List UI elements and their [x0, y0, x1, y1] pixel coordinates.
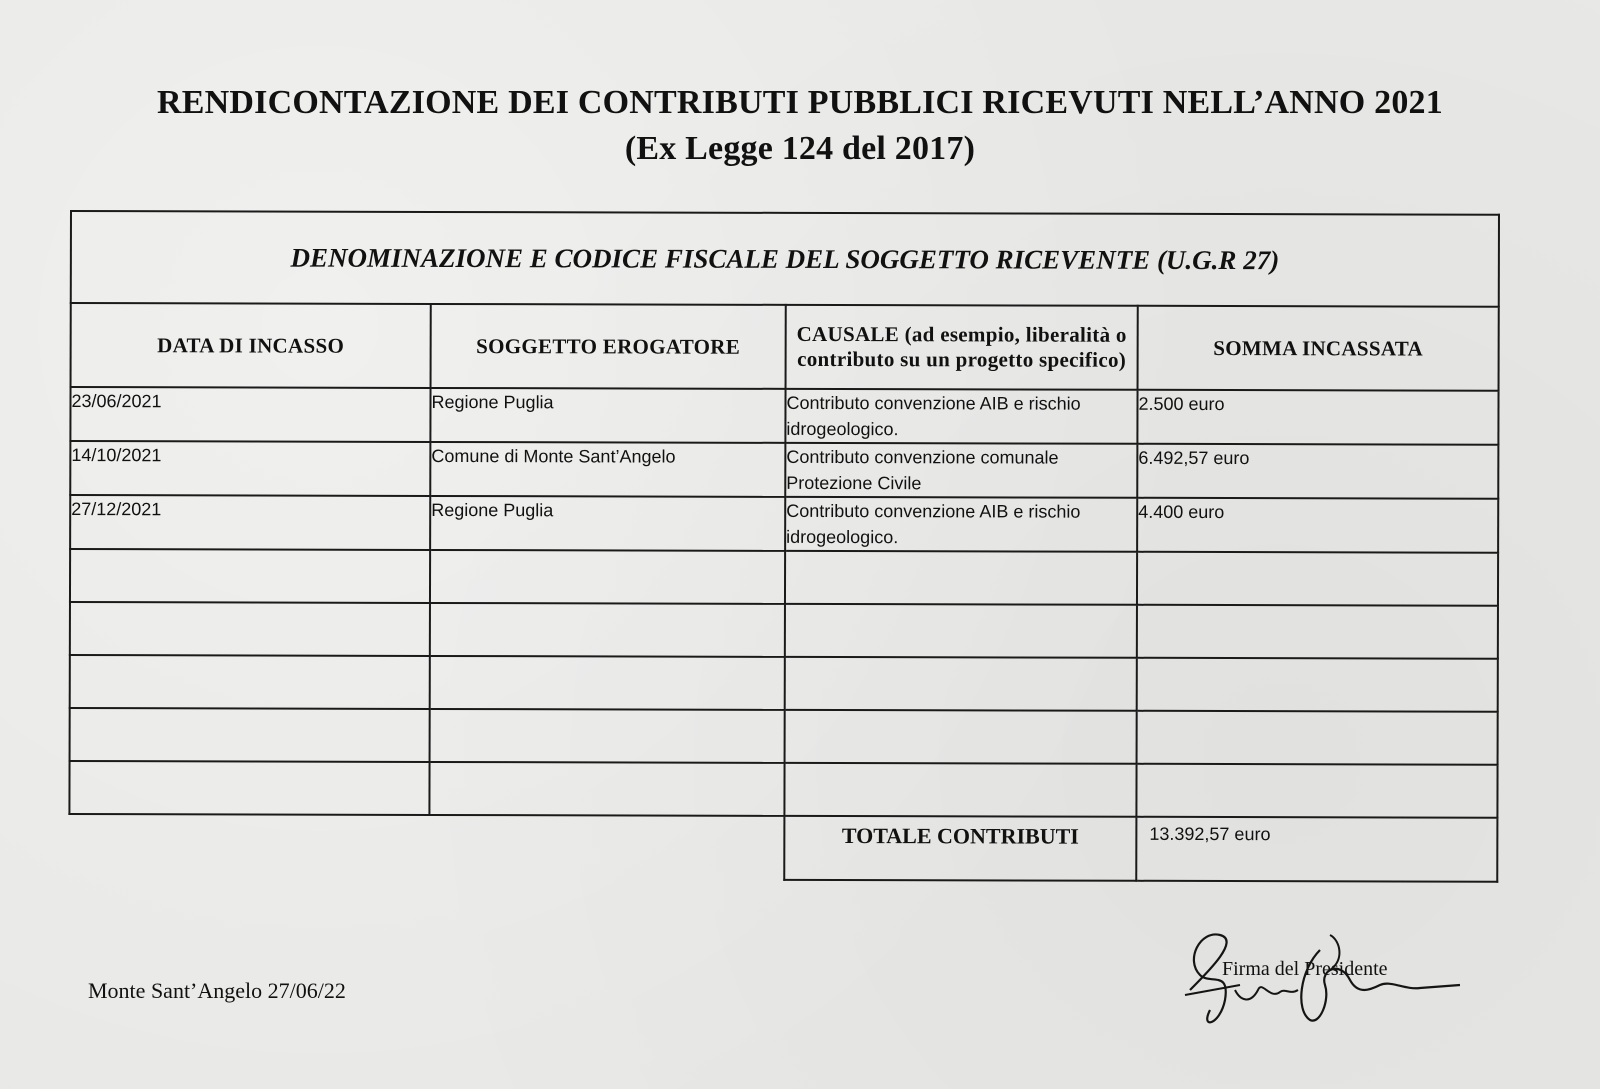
- empty-row: [69, 761, 1497, 818]
- cell-provider: Regione Puglia: [430, 496, 785, 551]
- cell-reason: Contributo convenzione comunale Protezione Civile: [785, 443, 1137, 498]
- cell-provider: Comune di Monte Sant’Angelo: [430, 442, 785, 497]
- title-line-1: RENDICONTAZIONE DEI CONTRIBUTI PUBBLICI RICEVUTI NELL’ANNO 2021: [157, 84, 1443, 121]
- cell-reason: Contributo convenzione AIB e rischio idrogeologico.: [785, 389, 1137, 444]
- cell-date: 14/10/2021: [70, 441, 430, 496]
- total-label: TOTALE CONTRIBUTI: [784, 816, 1136, 881]
- header-reason: CAUSALE (ad esempio, liberalità o contributo su un progetto specifico): [786, 305, 1138, 390]
- document-title: [0, 80, 1600, 172]
- total-value: 13.392,57 euro: [1136, 817, 1497, 882]
- contributions-table: [68, 210, 1500, 883]
- cell-reason: Contributo convenzione AIB e rischio idrogeologico.: [785, 497, 1137, 552]
- cell-date: 23/06/2021: [70, 387, 430, 442]
- empty-row: [70, 549, 1498, 606]
- cell-provider: Regione Puglia: [430, 388, 785, 443]
- signature-label: Firma del Presidente: [1222, 958, 1388, 980]
- table-row: [70, 495, 1498, 553]
- empty-row: [70, 602, 1498, 659]
- cell-amount: 4.400 euro: [1137, 498, 1498, 553]
- header-amount: SOMMA INCASSATA: [1138, 306, 1499, 391]
- header-date: DATA DI INCASSO: [71, 303, 431, 388]
- table-row: [70, 387, 1498, 445]
- empty-row: [70, 708, 1498, 765]
- recipient-banner: DENOMINAZIONE E CODICE FISCALE DEL SOGGETTO RICEVENTE (U.G.R 27): [71, 211, 1499, 307]
- title-line-2: (Ex Legge 124 del 2017): [624, 130, 976, 167]
- place-date: Monte Sant’Angelo 27/06/22: [88, 978, 346, 1003]
- cell-date: 27/12/2021: [70, 495, 430, 550]
- table-row: [70, 441, 1498, 499]
- total-row: [69, 814, 1497, 882]
- empty-row: [70, 655, 1498, 712]
- contributions-table-wrapper: [68, 210, 1498, 883]
- handwritten-signature: [1180, 930, 1470, 1040]
- cell-amount: 2.500 euro: [1137, 390, 1498, 445]
- cell-amount: 6.492,57 euro: [1137, 444, 1498, 499]
- header-provider: SOGGETTO EROGATORE: [431, 304, 786, 389]
